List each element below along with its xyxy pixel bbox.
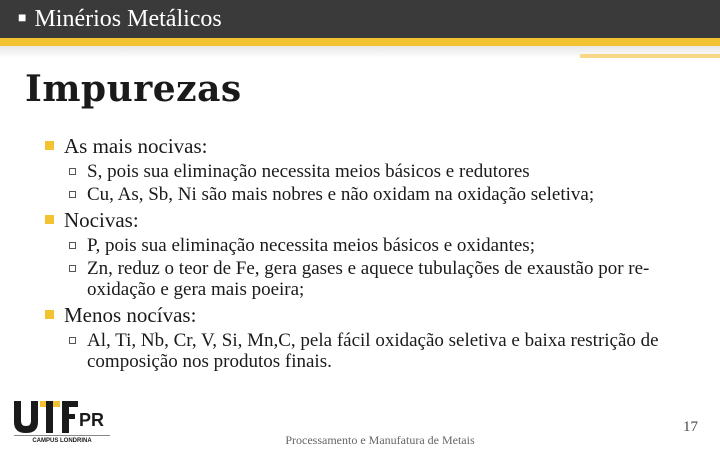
section-heading-text: Nocivas: — [64, 208, 139, 232]
list-item-text: Cu, As, Sb, Ni são mais nobres e não oxidam na oxidação seletiva; — [87, 184, 595, 205]
footer-course-name: Processamento e Manufatura de Metais — [285, 433, 475, 447]
list-item-text: S, pois sua eliminação necessita meios básicos e redutores — [87, 161, 530, 182]
logo-wordmark: PR — [79, 410, 105, 430]
square-bullet-icon — [45, 310, 54, 319]
section-heading-text: As mais nocivas: — [64, 134, 208, 158]
logo-subtitle: CAMPUS LONDRINA — [32, 438, 92, 443]
header-accent-line — [580, 54, 720, 58]
hollow-square-bullet-icon — [69, 191, 76, 198]
header-title — [18, 6, 222, 33]
section-most-harmful — [45, 134, 695, 205]
section-heading — [45, 208, 695, 232]
header-bar — [0, 0, 720, 38]
list-item-text: P, pois sua eliminação necessita meios básicos e oxidantes; — [87, 235, 535, 256]
utfpr-logo — [12, 399, 112, 443]
section-less-harmful — [45, 303, 695, 372]
list-item — [67, 330, 695, 372]
section-harmful — [45, 208, 695, 300]
header-accent-stripe — [0, 38, 720, 46]
slide-title: Impurezas — [25, 68, 242, 110]
section-heading — [45, 303, 695, 327]
hollow-square-bullet-icon — [69, 337, 76, 344]
hollow-square-bullet-icon — [69, 242, 76, 249]
hollow-square-bullet-icon — [69, 265, 76, 272]
section-heading-text: Menos nocívas: — [64, 303, 197, 327]
page-number: 17 — [683, 419, 698, 435]
header-title-text: Minérios Metálicos — [34, 6, 222, 32]
list-item-text: Zn, reduz o teor de Fe, gera gases e aquece tubulações de exaustão por re-oxidação e gera mais poeira; — [87, 258, 650, 300]
list-item — [67, 184, 695, 205]
square-bullet-icon — [45, 215, 54, 224]
list-item — [67, 258, 695, 300]
slide-content — [45, 134, 695, 375]
list-item — [67, 161, 695, 182]
section-heading — [45, 134, 695, 158]
square-bullet-icon — [45, 141, 54, 150]
list-item — [67, 235, 695, 256]
hollow-square-bullet-icon — [69, 168, 76, 175]
header-bullet-icon: ■ — [18, 11, 27, 26]
list-item-text: Al, Ti, Nb, Cr, V, Si, Mn,C, pela fácil oxidação seletiva e baixa restrição de composição nos produtos finais. — [87, 330, 659, 372]
